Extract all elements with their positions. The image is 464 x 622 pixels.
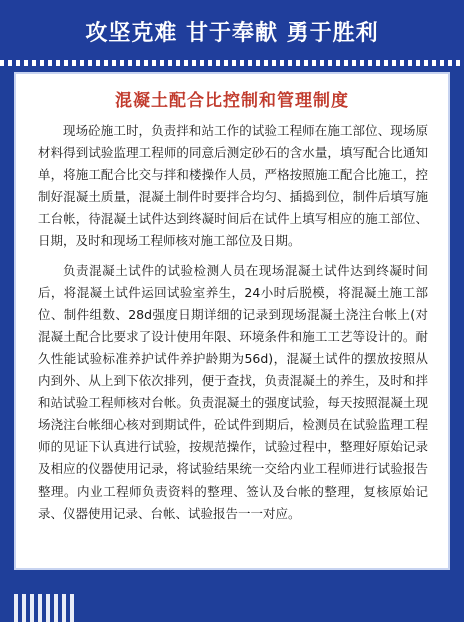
paragraph: 现场砼施工时，负责拌和站工作的试验工程师在施工部位、现场原材料得到试验监理工程师的同意后测定砂石的含水量，填写配合比通知单，将施工配合比交与拌和楼操作人员，严格按照施工配合比施工，控制好混凝土质量，混凝土制件时要拌合均匀、插捣到位，制件后填写施工台帐，待混凝土试件达到终凝时间后在试件上填写相应的施工部位、日期，及时和现场工程师核对施工部位及日期。 (38, 123, 428, 249)
document-panel (14, 72, 450, 570)
document-body (38, 120, 428, 532)
decorative-stripe (0, 60, 464, 66)
decorative-bars (14, 594, 76, 622)
slogan: 攻坚克难 甘于奉献 勇于胜利 (85, 21, 379, 46)
header-banner (0, 0, 464, 60)
paragraph: 负责混凝土试件的试验检测人员在现场混凝土试件达到终凝时间后，将混凝土试件运回试验室养生，24小时后脱模，将混凝土施工部位、制件组数、28d强度日期详细的记录到现场混凝土浇注台帐上(对混凝土配合比要求了设计使用年限、环境条件和施工工艺等设计的。耐久性能试验标准养护试件养护龄期为56d)，混凝土试件的摆放按照从内到外、从上到下依次排列，便于查找，负责混凝土的养生，及时和拌和站试验工程师核对台帐。负责混凝土的强度试验，每天按照混凝土现场浇注台帐细心核对到期试件，砼试件到期后，检测员在试验监理工程师的见证下认真进行试验，按规范操作，试验过程中，整理好原始记录及相应的仪器使用记录，将试验结果统一交给内业工程师进行试验报告整理。内业工程师负责资料的整理、签认及台帐的整理，复核原始记录、仪器使用记录、台帐、试验报告一一对应。 (38, 262, 428, 521)
footer-band (0, 576, 464, 622)
document-title: 混凝土配合比控制和管理制度 (115, 91, 349, 111)
